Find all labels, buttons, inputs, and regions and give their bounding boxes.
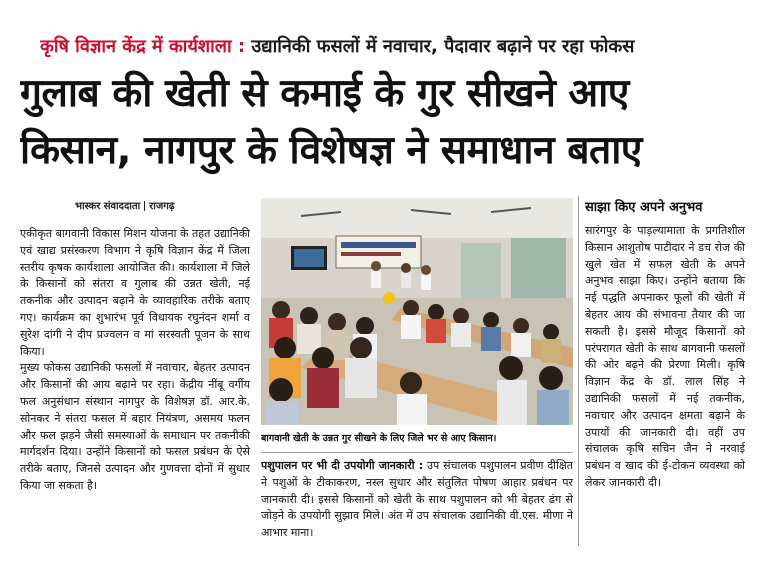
column-divider	[578, 196, 579, 546]
byline-separator	[144, 201, 145, 211]
kicker-line	[40, 33, 740, 61]
headline-line-2: किसान, नागपुर के विशेषज्ञ ने समाधान बताए	[20, 128, 642, 173]
right-column-body	[585, 223, 745, 543]
middle-lead: पशुपालन पर भी दी उपयोगी जानकारी :	[261, 459, 424, 472]
middle-column-body	[261, 458, 573, 554]
photo-caption: बागवानी खेती के उन्नत गुर सीखने के लिए जिले भर से आए किसान।	[261, 433, 497, 444]
kicker-text: उद्यानिकी फसलों में नवाचार, पैदावार बढ़ाने पर रहा फोकस	[251, 36, 635, 57]
byline	[75, 197, 245, 217]
middle-paragraph	[261, 458, 573, 542]
headline-line-1: गुलाब की खेती से कमाई के गुर सीखने आए	[20, 71, 629, 116]
right-paragraph: सारंगपुर के पाड़ल्यामाता के प्रगतिशील किसान आशुतोष पाटीदार ने डच रोज की खुले खेत में सफल खेती के अपने अनुभव साझा किए। उन्होंने बताया कि नई पद्धति अपनाकर फूलों की खेती में बेहतर आय की संभावना तैयार की जा सकती है। इससे मौजूद किसानों को परंपरागत खेती के साथ बागवानी फसलों की ओर बढ़ने की प्रेरणा मिली। कृषि विज्ञान केंद्र के डॉ. लाल सिंह ने उद्यानिकी फसलों में नई तकनीक, नवाचार और उत्पादन क्षमता बढ़ाने के उपायों की जानकारी दी। वहीं उप संचालक कृषि सचिन जैन ने नरवाई प्रबंधन व खाद की ई-टोकन व्यवस्था को लेकर जानकारी दी।	[585, 224, 745, 489]
middle-text: उप संचालक पशुपालन प्रवीण दीक्षित ने पशुओं के टीकाकरण, नस्ल सुधार और संतुलित पोषण आहार प्रबंधन पर जानकारी दी। इससे किसानों को खेती के साथ पशुपालन को भी बेहतर ढंग से जोड़ने के उपयोगी सुझाव मिले। अंत में उप संचालक उद्यानिकी वी.एस. मीणा ने आभार माना।	[261, 459, 573, 540]
left-column-body	[20, 226, 250, 556]
left-paragraph-2: मुख्य फोकस उद्यानिकी फसलों में नवाचार, बेहतर उत्पादन और किसानों की आय बढ़ाने पर रहा। केंद्रीय नींबू वर्गीय फल अनुसंधान संस्थान नागपुर के विशेषज्ञ डॉ. आर.के. सोनकर ने संतरा फसल में बहार नियंत्रण, असमय फलन और फल झड़ने जैसी समस्याओं के समाधान पर तकनीकी मार्गदर्शन दिया। उन्होंने किसानों को फसल प्रबंधन के ऐसे तरीके बताए, जिनसे उत्पादन और गुणवत्ता दोनों में सुधार किया जा सकता है।	[20, 361, 250, 492]
byline-reporter: भास्कर संवाददाता	[75, 201, 141, 212]
sidebar-title: साझा किए अपने अनुभव	[585, 200, 703, 215]
caption-divider	[261, 452, 573, 453]
workshop-photo-illustration	[261, 198, 573, 425]
workshop-photo	[261, 198, 573, 425]
byline-place: राजगढ़	[149, 201, 175, 212]
kicker-label: कृषि विज्ञान केंद्र में कार्यशाला :	[40, 36, 246, 57]
left-paragraph-1: एकीकृत बागवानी विकास मिशन योजना के तहत उद्यानिकी एवं खाद्य प्रसंस्करण विभाग ने कृषि विज्ञान केंद्र में जिला स्तरीय कृषक कार्यशाला आयोजित की। कार्यशाला में जिले के किसानों को संतरा व गुलाब की उन्नत खेती, नई तकनीक और उत्पादन बढ़ाने के व्यावहारिक तरीके बताए गए। कार्यक्रम का शुभारंभ पूर्व विधायक रघुनंदन शर्मा व सुरेश दांगी ने दीप प्रज्वलन व मां सरस्वती पूजन के साथ किया।	[20, 227, 250, 358]
